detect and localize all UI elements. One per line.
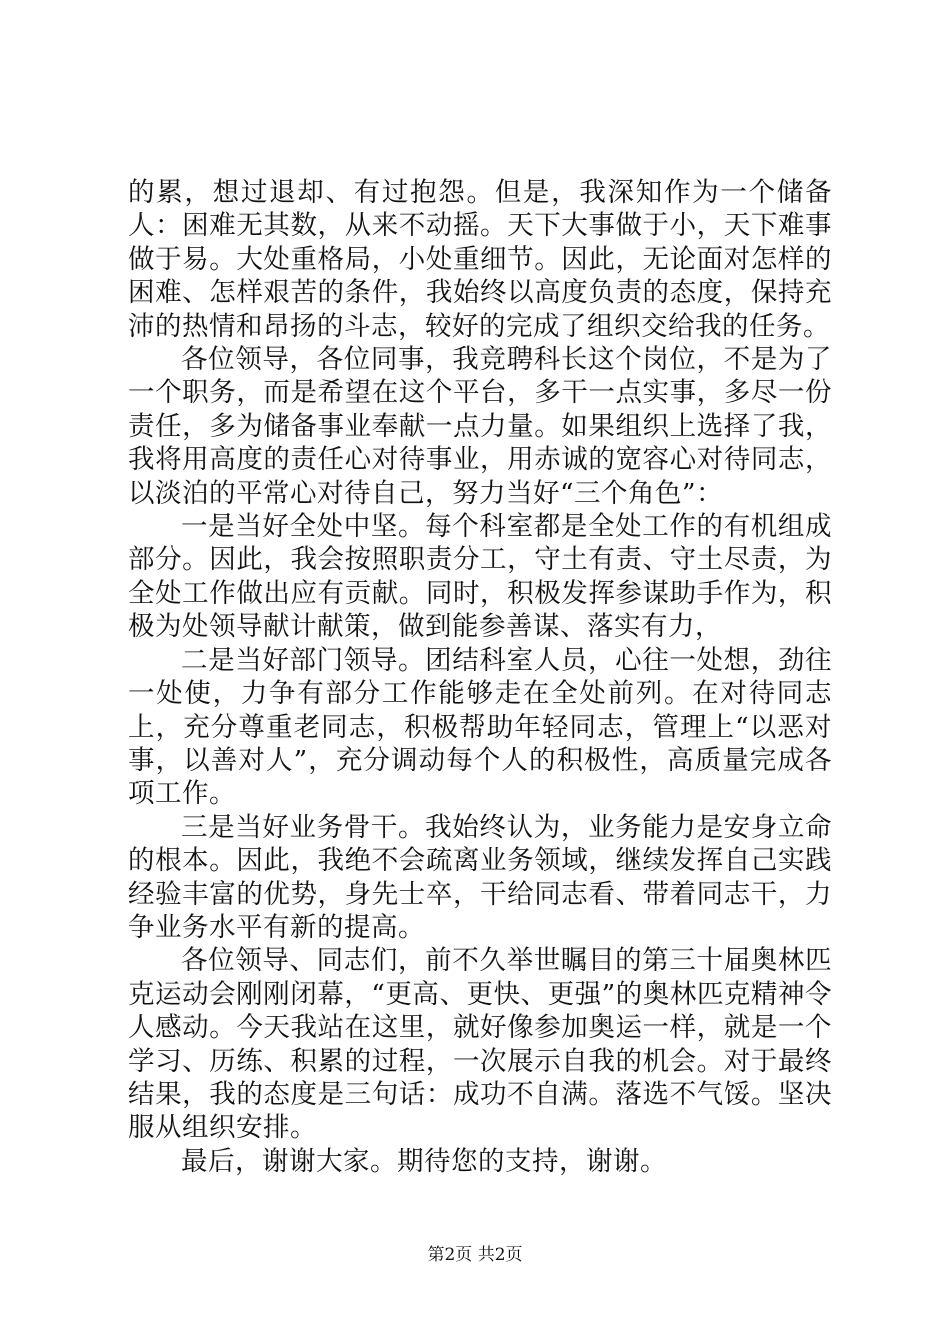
paragraph-position-statement: 各位领导，各位同事，我竞聘科长这个岗位，不是为了一个职务，而是希望在这个平台，多干一点实事，多尽一份责任，多为储备事业奉献一点力量。如果组织上选择了我，我将用高度的责任心对待事业，用赤诚的宽容心对待同志，以淡泊的平常心对待自己，努力当好“三个角色”： <box>128 344 832 509</box>
paragraph-closing: 最后，谢谢大家。期待您的支持，谢谢。 <box>181 1145 667 1177</box>
paragraph-role-two: 二是当好部门领导。团结科室人员，心往一处想，劲往一处使，力争有部分工作能够走在全处前列。在对待同志上，充分尊重老同志，积极帮助年轻同志，管理上“以恶对事，以善对人”，充分调动每个人的积极性，高质量完成各项工作。 <box>128 644 832 810</box>
page-number-footer: 第2页 共2页 <box>427 1245 523 1265</box>
paragraph-role-one: 一是当好全处中坚。每个科室都是全处工作的有机组成部分。因此，我会按照职责分工，守土有责、守土尽责，为全处工作做出应有贡献。同时，积极发挥参谋助手作为，积极为处领导献计献策，做到能参善谋、落实有力， <box>128 511 832 643</box>
paragraph-role-three: 三是当好业务骨干。我始终认为，业务能力是安身立命的根本。因此，我绝不会疏离业务领域，继续发挥自己实践经验丰富的优势，身先士卒，干给同志看、带着同志干，力争业务水平有新的提高。 <box>128 811 832 943</box>
paragraph-olympics: 各位领导、同志们，前不久举世瞩目的第三十届奥林匹克运动会刚刚闭幕，“更高、更快、更强”的奥林匹克精神令人感动。今天我站在这里，就好像参加奥运一样，就是一个学习、历练、积累的过程，一次展示自我的机会。对于最终结果，我的态度是三句话：成功不自满。落选不气馁。坚决服从组织安排。 <box>128 945 832 1144</box>
document-body <box>128 176 832 1178</box>
paragraph-continuation: 的累，想过退却、有过抱怨。但是，我深知作为一个储备人：困难无其数，从来不动摇。天下大事做于小，天下难事做于易。大处重格局，小处重细节。因此，无论面对怎样的困难、怎样艰苦的条件，我始终以高度负责的态度，保持充沛的热情和昂扬的斗志，较好的完成了组织交给我的任务。 <box>128 177 832 342</box>
